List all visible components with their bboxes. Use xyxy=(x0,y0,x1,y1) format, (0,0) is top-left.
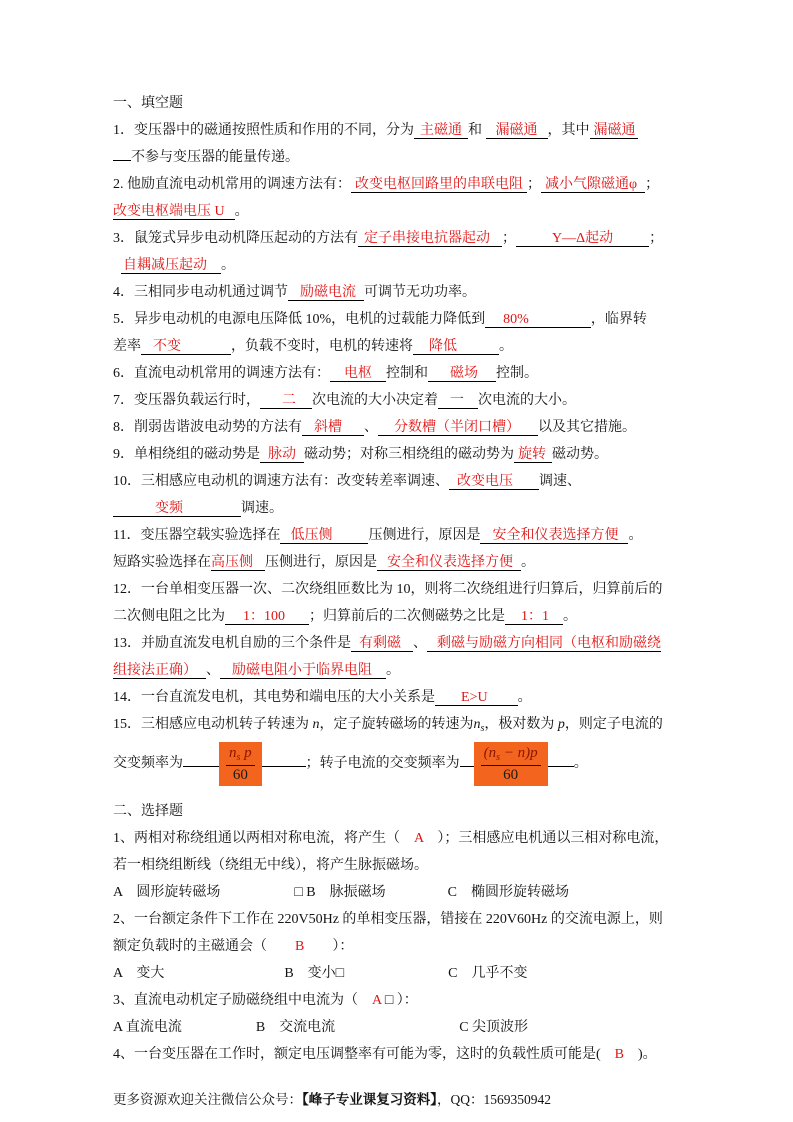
fraction-box xyxy=(474,742,548,786)
section-fill-in-blanks xyxy=(113,90,693,786)
text-line xyxy=(113,630,693,657)
answer-blank xyxy=(590,123,638,139)
text-run: 控制和 xyxy=(386,366,428,381)
text-run: 2、一台额定条件下工作在 220V50Hz 的单相变压器，错接在 220V60Hz 的交流电源上，则 xyxy=(113,911,663,927)
text-run: C 椭圆形旋转磁场 xyxy=(447,884,569,900)
answer-text: 减小气隙磁通φ xyxy=(545,177,638,192)
variable-subscript: s xyxy=(236,752,241,763)
text-line xyxy=(113,198,693,225)
text-run: A 圆形旋转磁场 xyxy=(113,884,221,900)
answer-blank xyxy=(435,690,518,706)
answer-blank xyxy=(378,420,538,436)
text-run: ； xyxy=(645,177,660,192)
answer-blank xyxy=(438,393,478,409)
text-line xyxy=(113,684,693,711)
text-line xyxy=(113,825,693,852)
answer-text: 励磁电阻小于临界电阻 xyxy=(232,663,372,678)
answer-letter: A xyxy=(414,830,424,846)
text-run: 、 xyxy=(364,420,378,435)
text-line xyxy=(113,414,693,441)
text-line xyxy=(113,852,693,879)
answer-text: 主磁通 xyxy=(420,123,462,138)
answer-text: 电枢 xyxy=(344,366,372,381)
answer-blank xyxy=(541,177,645,193)
answer-text: 二 xyxy=(282,393,296,408)
text-line xyxy=(113,360,693,387)
text-run: 。 xyxy=(521,555,535,570)
answer-blank xyxy=(351,636,413,652)
text-run: 压侧进行，原因是 xyxy=(265,555,377,570)
answer-blank xyxy=(141,339,231,355)
variable: (n xyxy=(483,745,497,761)
empty-underline xyxy=(113,160,131,161)
text-line xyxy=(113,576,693,603)
answer-text: 不变 xyxy=(153,339,181,354)
text-line xyxy=(113,495,693,522)
text-run: ；转子电流的交变频率为 xyxy=(305,756,460,772)
answer-letter: B xyxy=(295,938,305,954)
text-run: 二次侧电阻之比为 xyxy=(113,609,225,624)
answer-blank xyxy=(505,609,563,625)
answer-blank xyxy=(302,420,364,436)
text-run: 8．削弱齿谐波电动势的方法有 xyxy=(113,420,302,435)
text-line xyxy=(113,522,693,549)
empty-underline xyxy=(262,766,306,767)
answer-text: 80% xyxy=(503,312,529,327)
answer-blank xyxy=(358,231,502,247)
choice-lines xyxy=(113,825,693,1068)
text-run: B 交流电流 xyxy=(255,1019,336,1035)
empty-underline xyxy=(460,766,474,767)
footer-note xyxy=(113,1086,693,1113)
answer-blank xyxy=(480,528,628,544)
answer-blank xyxy=(449,474,539,490)
text-run: 4．三相同步电动机通过调节 xyxy=(113,285,288,300)
text-run: 11．变压器空载实验选择在 xyxy=(113,528,281,543)
answer-text: Y—Δ起动 xyxy=(552,231,614,246)
text-run: ； xyxy=(502,231,516,246)
answer-text: 斜槽 xyxy=(314,420,342,435)
text-run: ，其中 xyxy=(547,123,590,138)
text-line xyxy=(113,387,693,414)
section-title-fill: 一、填空题 xyxy=(113,96,183,111)
answer-text: 定子串接电抗器起动 xyxy=(364,231,490,246)
empty-underline xyxy=(183,766,219,767)
text-run: 次电流的大小决定着 xyxy=(312,393,438,408)
answer-letter: A xyxy=(372,992,382,1008)
answer-blank xyxy=(428,366,496,382)
text-run: 磁动势。 xyxy=(552,447,608,462)
text-run: 10．三相感应电动机的调速方法有：改变转差率调速、 xyxy=(113,474,449,489)
text-run: ，定子旋转磁场的转速为 xyxy=(319,717,474,732)
answer-text: 剩磁与励磁方向相同（电枢和励磁绕 xyxy=(437,636,661,651)
text-line xyxy=(113,144,693,171)
text-line xyxy=(113,549,693,576)
bold-text: 【峰子专业课复习资料】 xyxy=(302,1091,437,1107)
text-line xyxy=(113,1041,693,1068)
text-line xyxy=(113,117,693,144)
answer-text: 励磁电流 xyxy=(300,285,356,300)
text-line xyxy=(113,711,693,742)
answer-blank xyxy=(486,123,548,139)
answer-blank xyxy=(414,123,468,139)
text-run: 。 xyxy=(234,204,249,219)
text-line xyxy=(113,468,693,495)
answer-blank xyxy=(413,339,499,355)
answer-blank xyxy=(516,231,649,247)
text-line xyxy=(113,171,693,198)
answer-blank xyxy=(330,366,386,382)
answer-text: 脉动 xyxy=(268,447,296,462)
variable: p xyxy=(240,745,252,761)
variable: n xyxy=(229,745,237,761)
answer-blank xyxy=(211,555,265,571)
text-line xyxy=(113,306,693,333)
fraction-numerator xyxy=(226,745,255,766)
answer-blank xyxy=(288,285,364,301)
answer-text: 1：1 xyxy=(521,609,549,624)
text-run: ； xyxy=(527,177,541,192)
variable: p xyxy=(557,717,565,732)
text-run: ，极对数为 xyxy=(484,717,558,732)
text-line xyxy=(113,933,693,960)
text-run: 5．异步电动机的电源电压降低 10%，电机的过载能力降低到 xyxy=(113,312,486,327)
text-line xyxy=(113,879,693,906)
text-run: 。 xyxy=(221,258,235,273)
answer-text: 磁场 xyxy=(450,366,478,381)
text-run: 。 xyxy=(628,528,643,543)
answer-text: E>U xyxy=(461,690,488,705)
answer-text: 改变电压 xyxy=(457,474,513,489)
text-run: ）： xyxy=(304,938,354,954)
answer-blank xyxy=(121,258,221,274)
answer-text: 有剩磁 xyxy=(359,636,401,651)
text-run: C 尖顶波形 xyxy=(459,1019,529,1035)
text-run: ，QQ：1569350942 xyxy=(437,1091,551,1107)
text-run: B 变小□ xyxy=(284,965,345,981)
answer-text: 1：100 xyxy=(243,609,285,624)
answer-text: 安全和仪表选择方便 xyxy=(492,528,619,543)
text-line xyxy=(113,225,693,252)
answer-text: 旋转 xyxy=(518,447,546,462)
text-run: 以及其它措施。 xyxy=(538,420,636,435)
answer-text: 安全和仪表选择方便 xyxy=(387,555,513,570)
answer-letter: B xyxy=(614,1046,625,1062)
text-run: 压侧进行，原因是 xyxy=(368,528,481,543)
answer-blank xyxy=(427,636,661,652)
text-run: 。 xyxy=(573,756,588,772)
answer-blank xyxy=(113,663,206,679)
text-line xyxy=(113,657,693,684)
text-run: ，临界转 xyxy=(590,312,647,327)
answer-blank xyxy=(351,177,527,193)
text-run: 1、两相对称绕组通以两相对称电流，将产生（ xyxy=(113,830,414,846)
answer-blank xyxy=(485,312,591,328)
text-line xyxy=(113,333,693,360)
text-run: 控制。 xyxy=(496,366,538,381)
text-run: 12．一台单相变压器一次、二次绕组匝数比为 10，则将二次绕组进行归算后，归算前后的 xyxy=(113,582,663,597)
text-run: □ ）： xyxy=(381,992,418,1008)
text-run: ）；三相感应电机通以三相对称电流， xyxy=(423,830,669,846)
section-multiple-choice xyxy=(113,798,693,1068)
text-run: 可调节无功功率。 xyxy=(364,285,476,300)
variable-subscript: s xyxy=(496,752,501,763)
text-line xyxy=(113,441,693,468)
text-run: 15．三相感应电动机转子转速为 xyxy=(113,717,313,732)
text-run: ；归算前后的二次侧磁势之比是 xyxy=(309,609,505,624)
text-run: 更多资源欢迎关注微信公众号： xyxy=(113,1091,302,1107)
section-title-choice: 二、选择题 xyxy=(113,803,183,819)
answer-text: 一 xyxy=(450,393,464,408)
text-line xyxy=(113,1014,693,1041)
answer-text: 漏磁通 xyxy=(495,123,538,138)
text-run: 14．一台直流发电机，其电势和端电压的大小关系是 xyxy=(113,690,435,705)
text-run: C 几乎不变 xyxy=(448,965,528,981)
text-run: 。 xyxy=(386,663,400,678)
answer-text: 漏磁通 xyxy=(593,123,636,138)
answer-blank xyxy=(260,447,304,463)
text-run: 额定负载时的主磁通会（ xyxy=(113,938,295,954)
answer-blank xyxy=(113,501,241,517)
text-run: 短路实验选择在 xyxy=(113,555,211,570)
answer-blank xyxy=(225,609,309,625)
variable: − n)p xyxy=(500,745,538,761)
text-run: 1．变压器中的磁通按照性质和作用的不同，分为 xyxy=(113,123,414,138)
answer-blank xyxy=(280,528,368,544)
text-run: A 直流电流 xyxy=(113,1019,182,1035)
text-run: )。 xyxy=(624,1046,657,1062)
text-run: 13．并励直流发电机自励的三个条件是 xyxy=(113,636,351,651)
text-run: 4、一台变压器在工作时，额定电压调整率有可能为零，这时的负载性质可能是( xyxy=(113,1046,615,1062)
text-run: 2. 他励直流电动机常用的调速方法有： xyxy=(113,177,351,192)
variable: n xyxy=(473,717,481,732)
empty-underline xyxy=(548,766,574,767)
text-line xyxy=(113,987,693,1014)
answer-blank xyxy=(220,663,386,679)
text-line xyxy=(113,906,693,933)
fraction-box xyxy=(219,742,262,786)
text-run: 6．直流电动机常用的调速方法有： xyxy=(113,366,330,381)
text-run: 不参与变压器的能量传递。 xyxy=(131,150,299,165)
text-run: 调速、 xyxy=(539,474,581,489)
variable-subscript: s xyxy=(480,723,485,734)
text-run: ； xyxy=(649,231,664,246)
text-run: 、 xyxy=(206,663,220,678)
fill-in-lines xyxy=(113,117,693,786)
text-line xyxy=(113,279,693,306)
text-run: A 变大 xyxy=(113,965,165,981)
text-run: □ B 脉振磁场 xyxy=(294,884,386,900)
fraction-denominator: 60 xyxy=(503,766,519,783)
answer-blank xyxy=(113,204,235,220)
answer-text: 变频 xyxy=(155,501,183,516)
answer-text: 高压侧 xyxy=(211,555,253,570)
text-line xyxy=(113,960,693,987)
answer-text: 低压侧 xyxy=(290,528,333,543)
text-line xyxy=(113,742,693,786)
text-run: ，则定子电流的 xyxy=(564,717,663,732)
answer-blank xyxy=(377,555,521,571)
text-run: 。 xyxy=(517,690,532,705)
text-run: ，负载不变时，电机的转速将 xyxy=(231,339,413,354)
fraction-numerator xyxy=(481,745,541,766)
variable: n xyxy=(312,717,320,732)
text-run: 次电流的大小。 xyxy=(478,393,576,408)
text-run: 3、直流电动机定子励磁绕组中电流为（ xyxy=(113,992,372,1008)
answer-text: 自耦减压起动 xyxy=(123,258,207,273)
text-run: 差率 xyxy=(113,339,141,354)
text-run: 。 xyxy=(499,339,513,354)
answer-text: 分数槽（半闭口槽） xyxy=(394,420,520,435)
text-run: 调速。 xyxy=(241,501,283,516)
text-run: 交变频率为 xyxy=(113,756,183,772)
answer-text: 组接法正确） xyxy=(113,663,190,678)
text-run: 7．变压器负载运行时， xyxy=(113,393,260,408)
answer-text: 改变电枢回路里的串联电阻 xyxy=(355,177,523,192)
text-run: 若一相绕组断线（绕组无中线），将产生脉振磁场。 xyxy=(113,857,428,873)
text-run: 9．单相绕组的磁动势是 xyxy=(113,447,260,462)
text-line xyxy=(113,603,693,630)
answer-text: 降低 xyxy=(429,339,457,354)
text-line xyxy=(113,252,693,279)
answer-text: 改变电枢端电压 U xyxy=(113,204,225,219)
text-run: 3．鼠笼式异步电动机降压起动的方法有 xyxy=(113,231,358,246)
text-run: 磁动势；对称三相绕组的磁动势为 xyxy=(304,447,514,462)
text-run: 。 xyxy=(563,609,577,624)
text-run: 和 xyxy=(468,123,486,138)
answer-blank xyxy=(260,393,312,409)
text-run: 、 xyxy=(413,636,427,651)
answer-blank xyxy=(514,447,552,463)
fraction-denominator: 60 xyxy=(232,766,248,783)
